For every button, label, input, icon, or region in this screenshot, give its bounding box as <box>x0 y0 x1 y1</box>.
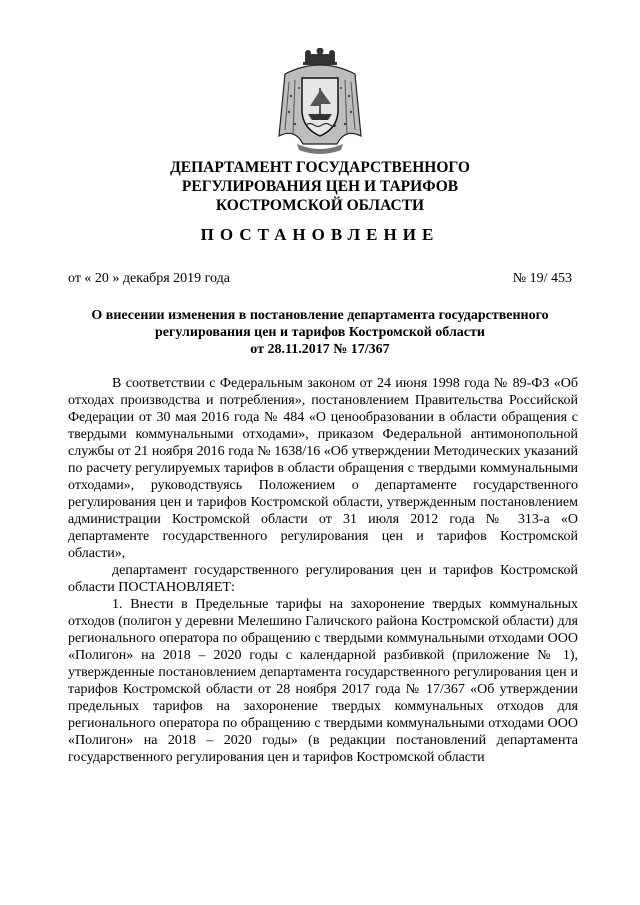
department-line-2: РЕГУЛИРОВАНИЯ ЦЕН И ТАРИФОВ <box>181 178 459 195</box>
department-line-1: ДЕПАРТАМЕНТ ГОСУДАРСТВЕННОГО <box>170 159 470 176</box>
title-line-1: О внесении изменения в постановление департамента государственного <box>91 308 549 323</box>
department-line-3: КОСТРОМСКОЙ ОБЛАСТИ <box>215 197 425 214</box>
coat-of-arms-icon <box>275 48 365 158</box>
document-body <box>68 375 578 766</box>
document-type: ПОСТАНОВЛЕНИЕ <box>200 225 440 244</box>
paragraph-preamble: В соответствии с Федеральным законом от 24 июня 1998 года № 89-ФЗ «Об отходах производства и потребления», постановлением Правительства Российской Федерации от 30 мая 2016 года № 484 «О ценообразовании в области обращения с твердыми коммунальными отходами», приказом Федеральной антимонопольной службы от 21 ноября 2016 года № 1638/16 «Об утверждении Методических указаний по расчету регулируемых тарифов в области обращения с твердыми коммунальными отходами», руководствуясь Положением о департаменте государственного регулирования цен и тарифов Костромской области, утвержденным постановлением администрации Костромской области от 31 июля 2012 года № 313-а «О департаменте государственного регулирования цен и тарифов Костромской области», <box>68 376 578 561</box>
department-name <box>0 158 640 215</box>
title-line-3: от 28.11.2017 № 17/367 <box>250 342 390 357</box>
document-number: № 19/ 453 <box>512 271 572 286</box>
paragraph-resolves: департамент государственного регулирования цен и тарифов Костромской области ПОСТАНОВЛЯЕТ: <box>68 563 578 595</box>
document-date: от « 20 » декабря 2019 года <box>68 271 230 286</box>
document-title <box>60 307 580 358</box>
title-line-2: регулирования цен и тарифов Костромской области <box>155 325 485 340</box>
paragraph-item-1: 1. Внести в Предельные тарифы на захоронение твердых коммунальных отходов (полигон у деревни Мелешино Галичского района Костромской области) для регионального оператора по обращению с твердыми коммунальными отходами ООО «Полигон» на 2018 – 2020 годы с календарной разбивкой (приложение № 1), утвержденные постановлением департамента государственного регулирования цен и тарифов Костромской области от 28 ноября 2017 года № 17/367 «Об утверждении предельных тарифов на захоронение твердых коммунальных отходов для регионального оператора по обращению с твердыми коммунальными отходами ООО «Полигон» на 2018 – 2020 годы» (в редакции постановлений департамента государственного регулирования цен и тарифов Костромской области <box>68 597 578 765</box>
